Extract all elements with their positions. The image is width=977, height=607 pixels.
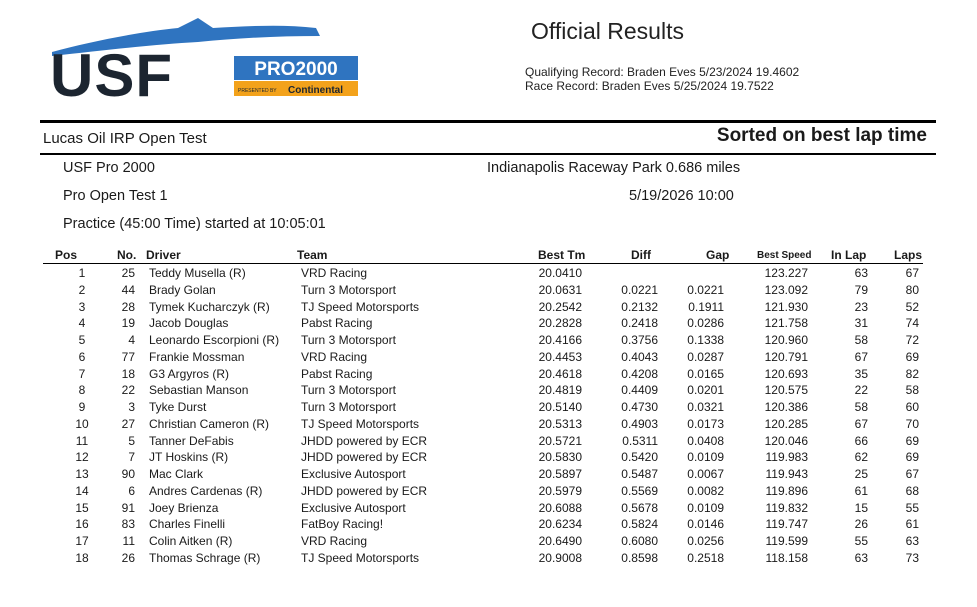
cell-laps: 63 <box>905 534 919 548</box>
cell-pos: 3 <box>78 299 86 314</box>
cell-in-lap: 15 <box>854 500 868 515</box>
table-row <box>0 300 977 317</box>
cell-best-speed: 121.930 <box>764 299 808 314</box>
cell-laps: 68 <box>905 483 919 498</box>
cell-pos: 6 <box>78 349 86 364</box>
header-underline <box>43 263 923 264</box>
track-name: Indianapolis Raceway Park 0.686 miles <box>487 160 741 176</box>
cell-driver: Christian Cameron (R) <box>149 416 270 431</box>
cell-laps: 69 <box>905 433 919 448</box>
cell-best-tm: 20.5140 <box>538 400 582 414</box>
table-row <box>0 316 977 333</box>
cell-diff: 0.5678 <box>621 500 658 515</box>
cell-team: Turn 3 Motorsport <box>301 282 396 297</box>
cell-team: TJ Speed Motorsports <box>301 550 420 565</box>
col-header-team: Team <box>297 248 328 262</box>
cell-team: VRD Racing <box>301 534 368 548</box>
race-record: Race Record: Braden Eves 5/25/2024 19.7522 <box>525 79 774 93</box>
cell-team: Exclusive Autosport <box>301 467 406 481</box>
series-name: USF Pro 2000 <box>63 160 155 176</box>
cell-best-tm: 20.4453 <box>538 349 582 364</box>
cell-in-lap: 58 <box>854 333 868 347</box>
cell-pos: 13 <box>75 467 89 481</box>
cell-no: 83 <box>121 517 135 532</box>
cell-gap: 0.2518 <box>687 550 724 565</box>
records-block <box>525 65 799 93</box>
col-header-best-tm: Best Tm <box>538 248 586 262</box>
cell-best-tm: 20.0631 <box>538 282 582 297</box>
cell-best-tm: 20.9008 <box>538 550 582 565</box>
cell-no: 7 <box>128 450 135 465</box>
cell-gap: 0.0173 <box>687 416 724 431</box>
cell-laps: 70 <box>905 416 919 431</box>
cell-gap: 0.0321 <box>687 400 724 414</box>
cell-best-tm: 20.5897 <box>538 467 582 481</box>
cell-diff: 0.5569 <box>621 483 658 498</box>
col-header-diff: Diff <box>631 248 651 262</box>
cell-best-speed: 120.046 <box>764 433 808 448</box>
col-header-pos: Pos <box>55 248 78 262</box>
cell-driver: Jacob Douglas <box>149 316 229 331</box>
cell-laps: 72 <box>905 333 919 347</box>
usf-pro2000-logo <box>48 14 368 104</box>
cell-diff: 0.0221 <box>621 282 658 297</box>
cell-pos: 17 <box>75 534 89 548</box>
cell-best-speed: 120.386 <box>764 400 808 414</box>
col-header-no: No. <box>117 248 137 262</box>
cell-pos: 1 <box>78 266 86 280</box>
cell-team: TJ Speed Motorsports <box>301 416 420 431</box>
cell-driver: Brady Golan <box>149 282 216 297</box>
cell-team: Turn 3 Motorsport <box>301 383 396 398</box>
table-row <box>0 283 977 300</box>
cell-driver: Mac Clark <box>149 467 204 481</box>
practice-info: Practice (45:00 Time) started at 10:05:01 <box>63 216 326 232</box>
cell-team: Turn 3 Motorsport <box>301 333 396 347</box>
cell-no: 26 <box>121 550 135 565</box>
cell-in-lap: 63 <box>854 266 868 280</box>
table-row <box>0 367 977 384</box>
cell-best-tm: 20.6234 <box>538 517 582 532</box>
cell-best-tm: 20.4618 <box>538 366 582 381</box>
table-row <box>0 417 977 434</box>
cell-best-speed: 119.747 <box>765 517 808 532</box>
cell-no: 6 <box>128 483 135 498</box>
cell-gap: 0.0082 <box>687 483 724 498</box>
cell-best-speed: 119.943 <box>765 467 808 481</box>
cell-driver: Colin Aitken (R) <box>149 534 233 548</box>
cell-in-lap: 22 <box>854 383 868 398</box>
cell-no: 11 <box>122 534 135 548</box>
cell-gap: 0.0256 <box>687 534 724 548</box>
cell-gap: 0.0165 <box>687 366 724 381</box>
cell-diff: 0.5311 <box>622 433 658 448</box>
cell-diff: 0.5420 <box>621 450 658 465</box>
cell-laps: 74 <box>905 316 919 331</box>
cell-gap: 0.1911 <box>688 299 724 314</box>
cell-driver: Tyke Durst <box>149 400 207 414</box>
cell-no: 5 <box>128 433 135 448</box>
cell-team: JHDD powered by ECR <box>301 433 428 448</box>
cell-best-speed: 119.983 <box>765 450 808 465</box>
cell-diff: 0.5487 <box>621 467 658 481</box>
cell-in-lap: 66 <box>854 433 868 448</box>
table-row <box>0 501 977 518</box>
cell-no: 44 <box>121 282 135 297</box>
cell-best-tm: 20.5721 <box>538 433 582 448</box>
cell-diff: 0.6080 <box>621 534 658 548</box>
cell-team: VRD Racing <box>301 266 368 280</box>
cell-best-speed: 120.285 <box>764 416 808 431</box>
cell-team: FatBoy Racing! <box>301 517 384 532</box>
col-header-laps: Laps <box>894 248 923 262</box>
table-row <box>0 400 977 417</box>
cell-best-speed: 120.575 <box>764 383 808 398</box>
divider-top <box>40 120 936 123</box>
cell-best-tm: 20.2542 <box>538 299 582 314</box>
cell-diff: 0.4730 <box>621 400 658 414</box>
cell-diff: 0.3756 <box>621 333 658 347</box>
cell-pos: 4 <box>78 316 86 331</box>
cell-best-tm: 20.5830 <box>538 450 582 465</box>
cell-driver: Teddy Musella (R) <box>149 266 246 280</box>
cell-no: 3 <box>128 400 135 414</box>
col-header-driver: Driver <box>146 248 181 262</box>
cell-in-lap: 31 <box>854 316 868 331</box>
cell-team: VRD Racing <box>301 349 368 364</box>
cell-driver: JT Hoskins (R) <box>149 450 229 465</box>
cell-gap: 0.0109 <box>687 500 724 515</box>
cell-pos: 8 <box>78 383 86 398</box>
cell-in-lap: 79 <box>854 282 868 297</box>
cell-gap: 0.0146 <box>687 517 724 532</box>
cell-gap: 0.0287 <box>687 349 724 364</box>
qualifying-record: Qualifying Record: Braden Eves 5/23/2024 19.4602 <box>525 65 800 79</box>
cell-best-tm: 20.6490 <box>538 534 582 548</box>
cell-laps: 67 <box>905 266 919 280</box>
cell-laps: 69 <box>905 450 919 465</box>
cell-pos: 7 <box>78 366 86 381</box>
cell-in-lap: 61 <box>854 483 868 498</box>
cell-best-tm: 20.5313 <box>538 416 582 431</box>
cell-gap: 0.0221 <box>687 282 724 297</box>
table-row <box>0 484 977 501</box>
cell-gap: 0.0067 <box>687 467 724 481</box>
cell-best-speed: 119.832 <box>765 500 808 515</box>
cell-best-speed: 120.791 <box>764 349 808 364</box>
cell-best-tm: 20.5979 <box>538 483 582 498</box>
table-row <box>0 450 977 467</box>
cell-diff: 0.4903 <box>621 416 658 431</box>
cell-laps: 82 <box>905 366 919 381</box>
cell-team: Exclusive Autosport <box>301 500 406 515</box>
cell-no: 22 <box>121 383 135 398</box>
cell-best-speed: 121.758 <box>764 316 808 331</box>
table-row <box>0 434 977 451</box>
cell-diff: 0.5824 <box>621 517 658 532</box>
cell-team: TJ Speed Motorsports <box>301 299 420 314</box>
cell-team: JHDD powered by ECR <box>301 483 428 498</box>
cell-gap: 0.0109 <box>687 450 724 465</box>
cell-pos: 14 <box>75 483 89 498</box>
cell-no: 19 <box>121 316 135 331</box>
cell-laps: 52 <box>905 299 919 314</box>
cell-gap: 0.0201 <box>687 383 724 398</box>
cell-no: 91 <box>121 500 135 515</box>
table-row <box>0 333 977 350</box>
cell-best-tm: 20.0410 <box>538 266 582 280</box>
table-row <box>0 383 977 400</box>
table-row <box>0 551 977 568</box>
cell-diff: 0.2418 <box>621 316 658 331</box>
cell-laps: 61 <box>905 517 919 532</box>
cell-laps: 60 <box>905 400 919 414</box>
cell-best-tm: 20.6088 <box>538 500 582 515</box>
cell-pos: 9 <box>78 400 86 414</box>
cell-pos: 11 <box>75 433 89 448</box>
cell-pos: 10 <box>75 416 89 431</box>
page-title: Official Results <box>531 18 684 44</box>
cell-driver: Tymek Kucharczyk (R) <box>149 299 270 314</box>
cell-best-speed: 119.599 <box>765 534 808 548</box>
cell-driver: Frankie Mossman <box>149 349 245 364</box>
col-header-best-speed: Best Speed <box>757 250 812 261</box>
col-header-in-lap: In Lap <box>831 248 867 262</box>
cell-no: 18 <box>121 366 135 381</box>
cell-best-speed: 119.896 <box>765 483 808 498</box>
cell-best-speed: 120.960 <box>764 333 808 347</box>
cell-in-lap: 58 <box>854 400 868 414</box>
cell-in-lap: 26 <box>854 517 868 532</box>
cell-in-lap: 67 <box>854 349 868 364</box>
session-datetime: 5/19/2026 10:00 <box>629 188 734 204</box>
table-row <box>0 350 977 367</box>
logo-series: PRO2000 <box>254 59 338 80</box>
cell-team: Pabst Racing <box>301 316 373 331</box>
cell-in-lap: 35 <box>854 366 868 381</box>
cell-no: 77 <box>121 349 135 364</box>
cell-driver: Andres Cardenas (R) <box>149 483 263 498</box>
cell-laps: 69 <box>905 349 919 364</box>
cell-pos: 12 <box>75 450 89 465</box>
cell-best-speed: 120.693 <box>764 366 808 381</box>
cell-driver: Joey Brienza <box>149 500 219 515</box>
cell-team: JHDD powered by ECR <box>301 450 428 465</box>
cell-best-speed: 123.227 <box>764 266 808 280</box>
cell-pos: 5 <box>78 333 86 347</box>
cell-driver: Charles Finelli <box>149 517 226 532</box>
cell-in-lap: 25 <box>854 467 868 481</box>
cell-in-lap: 63 <box>854 550 868 565</box>
cell-no: 27 <box>121 416 135 431</box>
cell-driver: Tanner DeFabis <box>149 433 234 448</box>
cell-pos: 2 <box>78 282 86 297</box>
cell-in-lap: 62 <box>854 450 868 465</box>
col-header-gap: Gap <box>706 248 730 262</box>
cell-gap: 0.0286 <box>687 316 724 331</box>
cell-laps: 73 <box>905 550 919 565</box>
cell-best-tm: 20.4166 <box>538 333 582 347</box>
cell-team: Turn 3 Motorsport <box>301 400 396 414</box>
cell-no: 4 <box>128 333 135 347</box>
cell-no: 28 <box>121 299 135 314</box>
cell-driver: Thomas Schrage (R) <box>149 550 261 565</box>
table-row <box>0 534 977 551</box>
sort-label: Sorted on best lap time <box>716 125 927 146</box>
cell-team: Pabst Racing <box>301 366 373 381</box>
cell-best-speed: 118.158 <box>765 550 808 565</box>
cell-best-tm: 20.2828 <box>538 316 582 331</box>
cell-no: 90 <box>121 467 135 481</box>
cell-driver: Sebastian Manson <box>149 383 249 398</box>
divider-mid <box>40 153 936 155</box>
cell-driver: Leonardo Escorpioni (R) <box>149 333 280 347</box>
logo-wordmark: USF <box>50 42 173 104</box>
cell-diff: 0.4409 <box>621 383 658 398</box>
cell-in-lap: 67 <box>854 416 868 431</box>
cell-laps: 55 <box>905 500 919 515</box>
cell-best-tm: 20.4819 <box>538 383 582 398</box>
cell-best-speed: 123.092 <box>764 282 808 297</box>
cell-in-lap: 55 <box>854 534 868 548</box>
event-name: Lucas Oil IRP Open Test <box>43 130 207 147</box>
cell-gap: 0.1338 <box>687 333 724 347</box>
logo-presented-by: PRESENTED BY <box>238 88 277 94</box>
cell-laps: 67 <box>905 467 919 481</box>
cell-pos: 18 <box>75 550 89 565</box>
logo-sponsor: Continental <box>288 85 343 96</box>
cell-laps: 58 <box>905 383 919 398</box>
table-row <box>0 467 977 484</box>
cell-pos: 15 <box>75 500 89 515</box>
table-row <box>0 517 977 534</box>
cell-driver: G3 Argyros (R) <box>149 366 230 381</box>
cell-in-lap: 23 <box>854 299 868 314</box>
cell-diff: 0.4043 <box>621 349 658 364</box>
cell-diff: 0.8598 <box>621 550 658 565</box>
cell-diff: 0.2132 <box>621 299 658 314</box>
cell-pos: 16 <box>75 517 89 532</box>
table-row <box>0 266 977 283</box>
cell-no: 25 <box>121 266 135 280</box>
session-name: Pro Open Test 1 <box>63 188 168 204</box>
cell-gap: 0.0408 <box>687 433 724 448</box>
cell-laps: 80 <box>905 282 919 297</box>
cell-diff: 0.4208 <box>621 366 658 381</box>
